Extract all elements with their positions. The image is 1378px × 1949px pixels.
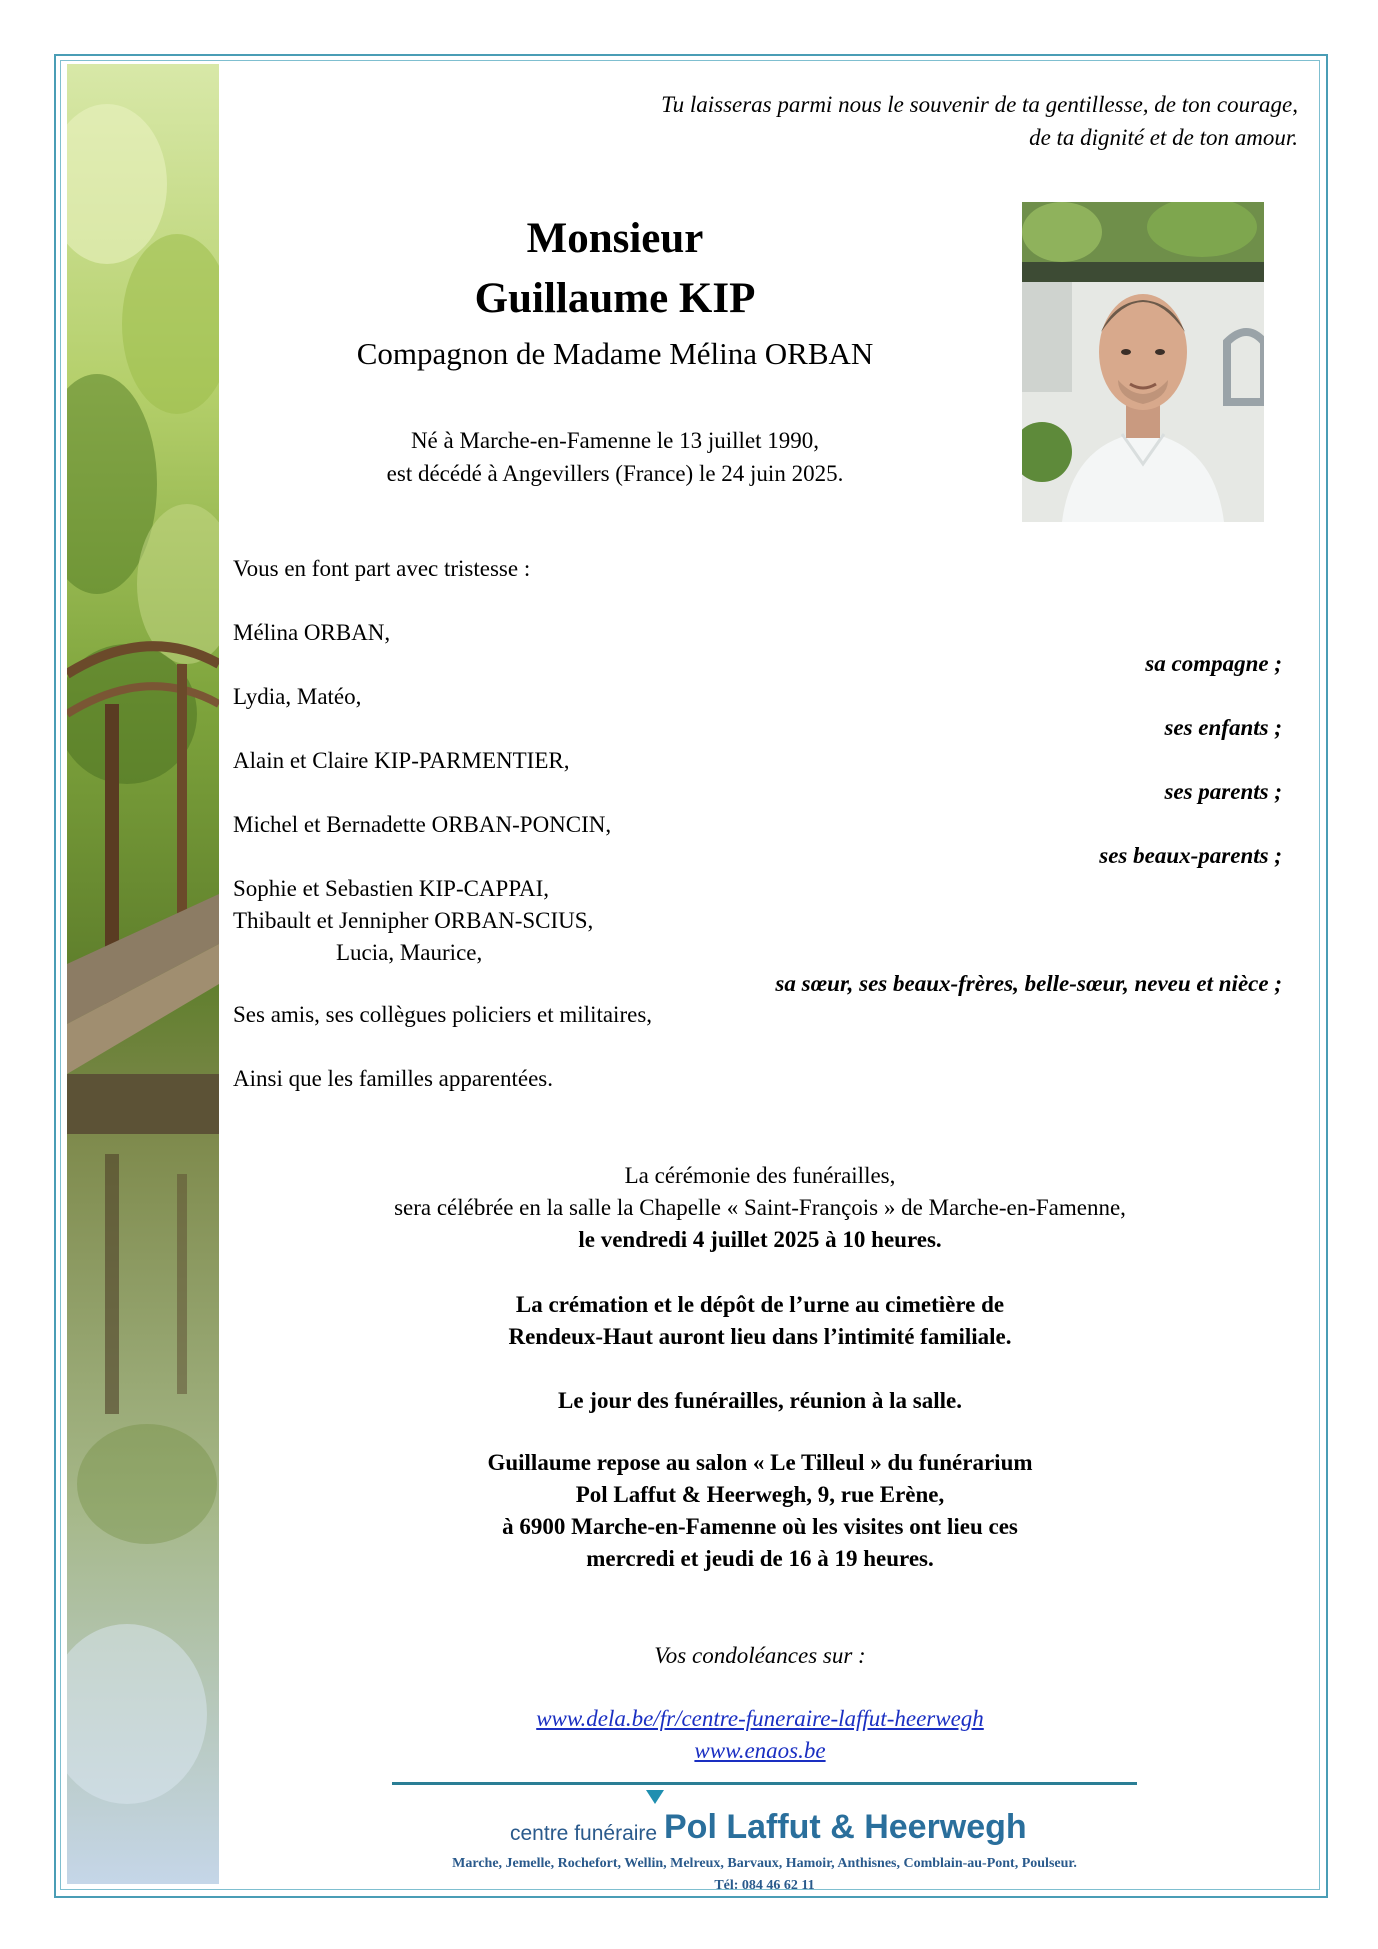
footer-prefix: centre funéraire: [510, 1822, 658, 1845]
friends-line: Ses amis, ses collègues policiers et militaires,: [233, 1002, 653, 1027]
family-member-6: Thibault et Jennipher ORBAN-SCIUS,: [233, 908, 594, 933]
family-member-5: Sophie et Sebastien KIP-CAPPAI,: [233, 876, 550, 901]
relation-4: ses beaux-parents ;: [1099, 843, 1282, 868]
birth-line: Né à Marche-en-Famenne le 13 juillet 1990,: [410, 428, 820, 453]
epigraph: [661, 88, 1298, 154]
epigraph-line-2: de ta dignité et de ton amour.: [1029, 125, 1298, 150]
relation-3: ses parents ;: [1164, 779, 1282, 804]
cremation-line-2: Rendeux-Haut auront lieu dans l’intimité familiale.: [508, 1324, 1012, 1349]
footer-brand: Pol Laffut & Heerwegh: [664, 1808, 1027, 1846]
companion-line: Compagnon de Madame Mélina ORBAN: [356, 336, 874, 371]
cremation-line-1: La crémation et le dépôt de l’urne au cimetière de: [515, 1292, 1005, 1317]
footer-divider: [392, 1782, 1137, 1785]
visitation-block: [230, 1447, 1290, 1575]
relation-5: sa sœur, ses beaux-frères, belle-sœur, neveu et nièce ;: [775, 971, 1282, 996]
cremation-block: [230, 1289, 1290, 1353]
dela-link[interactable]: www.dela.be/fr/centre-funeraire-laffut-heerwegh: [536, 1706, 984, 1731]
enaos-link[interactable]: www.enaos.be: [694, 1738, 826, 1763]
salutation: Monsieur: [526, 215, 704, 262]
deceased-name: Guillaume KIP: [474, 275, 756, 322]
ceremony-block: [230, 1160, 1290, 1256]
triangle-icon: [646, 1790, 664, 1804]
condolences-label: Vos condoléances sur :: [654, 1643, 866, 1668]
epigraph-line-1: Tu laisseras parmi nous le souvenir de ta gentillesse, de ton courage,: [661, 92, 1298, 117]
family-member-2: Lydia, Matéo,: [233, 684, 362, 709]
ceremony-date: le vendredi 4 juillet 2025 à 10 heures.: [578, 1227, 942, 1252]
side-nature-image: [67, 64, 219, 1884]
ceremony-line-2: sera célébrée en la salle la Chapelle « Saint-François » de Marche-en-Famenne,: [394, 1195, 1126, 1220]
relation-1: sa compagne ;: [1145, 651, 1282, 676]
birth-death-block: [230, 424, 1000, 490]
family-member-4: Michel et Bernadette ORBAN-PONCIN,: [233, 812, 612, 837]
family-member-1: Mélina ORBAN,: [233, 620, 391, 645]
visitation-line-3: à 6900 Marche-en-Famenne où les visites ont lieu ces: [502, 1514, 1018, 1539]
death-line: est décédé à Angevillers (France) le 24 juin 2025.: [386, 461, 844, 486]
footer-phone: Tél: 084 46 62 11: [714, 1878, 815, 1893]
footer-places: Marche, Jemelle, Rochefort, Wellin, Melreux, Barvaux, Hamoir, Anthisnes, Comblain-au-Pont, Poulseur.: [452, 1856, 1077, 1871]
ceremony-line-1: La cérémonie des funérailles,: [624, 1163, 896, 1188]
reunion-line: Le jour des funérailles, réunion à la salle.: [558, 1388, 962, 1413]
families-line: Ainsi que les familles apparentées.: [233, 1066, 553, 1091]
visitation-line-2: Pol Laffut & Heerwegh, 9, rue Erène,: [575, 1482, 945, 1507]
intro-line: Vous en font part avec tristesse :: [233, 556, 531, 581]
family-member-7: Lucia, Maurice,: [336, 940, 483, 965]
condolences-links: [230, 1703, 1290, 1767]
portrait-photo: [1022, 202, 1264, 522]
relation-2: ses enfants ;: [1164, 715, 1282, 740]
visitation-line-4: mercredi et jeudi de 16 à 19 heures.: [586, 1546, 934, 1571]
family-member-3: Alain et Claire KIP-PARMENTIER,: [233, 748, 570, 773]
visitation-line-1: Guillaume repose au salon « Le Tilleul » du funérarium: [487, 1450, 1033, 1475]
